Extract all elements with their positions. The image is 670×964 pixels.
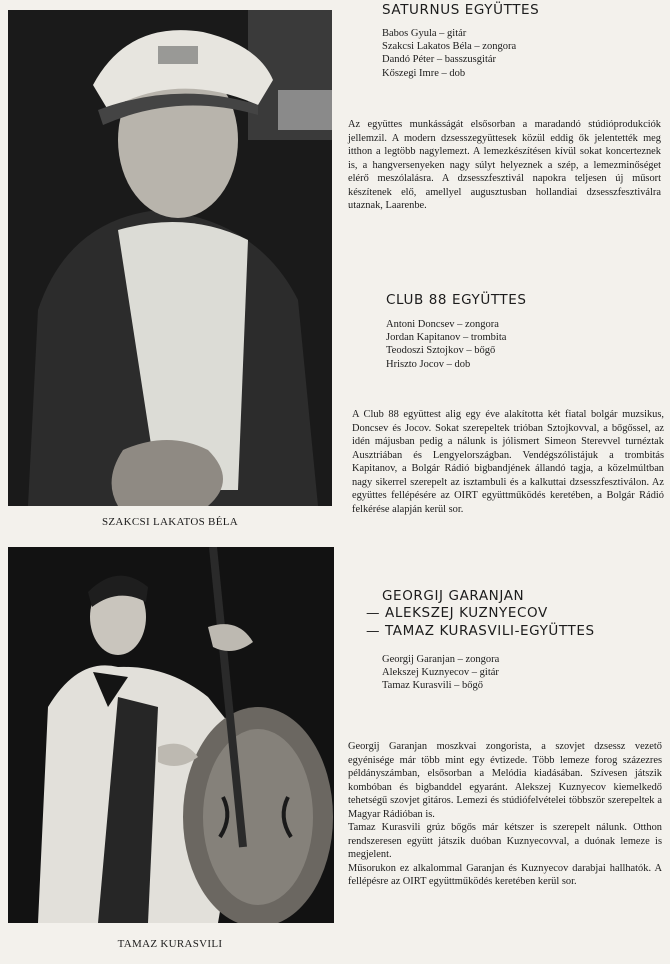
photo-bassist-image	[8, 547, 334, 923]
paragraph: Tamaz Kurasvili grúz bőgős már kétszer is szerepelt nálunk. Otthon rendszeresen együtt játszik duóban Kuznyecovval, a duónak lemeze is megjelent.	[348, 822, 662, 860]
member-item: Babos Gyula – gitár	[382, 28, 467, 39]
section-text-club88: A Club 88 együttest alig egy éve alakította két fiatal bolgár muzsikus, Doncsev és Jocov. Sokat szerepeltek trióban Sztojkovval, a bőgőssel, az idén májusban pedig a nálunk is jólismert Simeon Sterevvel turnéztak Ausztriában és Lengyelországban. Vendégszólistájuk a trombitás Kapitanov, a Bolgár Rádió bigbandjének állandó tagja, a közelmúltban nagy sikerrel szerepelt az isztambuli és a kalkuttai dzsesszfesztiválon. Az együttes fellépésére az OIRT együttműködés keretében, a Bolgár Rádió felkérése alapján kerül sor.	[352, 409, 664, 515]
section-title-garanjan-line1: GEORGIJ GARANJAN	[382, 588, 525, 604]
section-title-saturnus: SATURNUS EGYÜTTES	[382, 2, 540, 18]
member-item: Kőszegi Imre – dob	[382, 67, 466, 79]
member-list-saturnus	[382, 27, 516, 80]
member-list-garanjan	[382, 653, 499, 693]
member-list-club88	[386, 318, 506, 371]
section-title-club88: CLUB 88 EGYÜTTES	[386, 292, 527, 308]
section-title-garanjan-line2: — ALEKSZEJ KUZNYECOV	[366, 605, 548, 621]
photo-tamaz-kurasvili	[8, 547, 334, 923]
photo-portrait-image	[8, 10, 332, 506]
section-text-saturnus: Az együttes munkásságát elsősorban a maradandó stúdióprodukciók jellemzil. A modern dzsesszegyüttesek közül eddig ők jelentették meg itthon a legtöbb nagylemezt. A lemezkészítésen kívül sokat koncerteznek is, a hangversenyeken nagy súlyt helyeznek a szép, a lemezminőséget elérő meszólalásra. A dzsesszfesztivál napokra teljesen új műsort készítenek elő, amellyel augusztusban hollandiai dzsesszfesztiválra utaznak, Laarenbe.	[348, 119, 661, 211]
member-item: Antoni Doncsev – zongora	[386, 319, 499, 330]
member-item: Tamaz Kurasvili – bőgő	[382, 680, 484, 692]
member-item: Hriszto Jocov – dob	[386, 358, 471, 370]
photo-caption-bottom: TAMAZ KURASVILI	[117, 938, 223, 950]
photo-szakcsi-lakatos-bela	[8, 10, 332, 506]
member-item: Georgij Garanjan – zongora	[382, 654, 500, 665]
member-item: Dandó Péter – basszusgitár	[382, 54, 497, 66]
photo-caption-top: SZAKCSI LAKATOS BÉLA	[102, 516, 238, 528]
member-item: Teodoszi Sztojkov – bőgő	[386, 345, 496, 357]
member-item: Jordan Kapitanov – trombita	[386, 332, 507, 344]
member-item: Alekszej Kuznyecov – gitár	[382, 667, 499, 679]
paragraph: Műsorukon ez alkalommal Garanjan és Kuznyecov darabjai hallhatók. A fellépésre az OIRT együttműködés keretében kerül sor.	[348, 862, 662, 887]
section-text-garanjan	[348, 740, 662, 889]
member-item: Szakcsi Lakatos Béla – zongora	[382, 41, 517, 53]
paragraph: Georgij Garanjan moszkvai zongorista, a szovjet dzsessz vezető egyénisége már több mint egy évtizede. Több lemeze forog százezres példányszámban, elsősorban a Melódia kiadásában. Szívesen játszik kombóban és bigbanddel egyaránt. Alekszej Kuznyecov kiemelkedő tehetségű szovjet gitáros. Lemezi és stúdiófelvételei többször szerepeltek a Magyar Rádióban is.	[348, 741, 662, 820]
section-title-garanjan-line3: — TAMAZ KURASVILI-EGYÜTTES	[366, 623, 595, 639]
